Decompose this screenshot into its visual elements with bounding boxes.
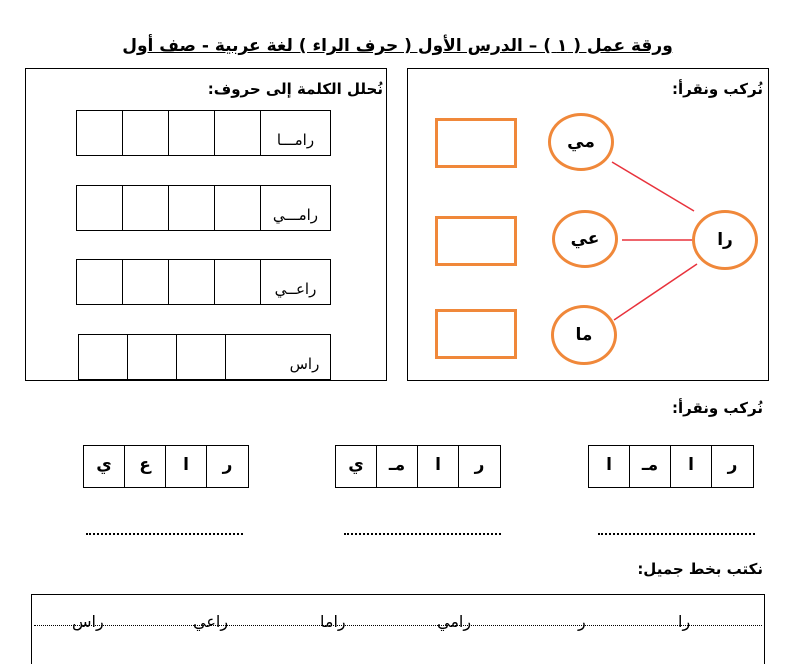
handwriting-word: رامي	[437, 612, 472, 631]
answer-box[interactable]	[435, 216, 517, 266]
answer-line[interactable]	[344, 533, 501, 535]
handwriting-word: راما	[320, 612, 346, 631]
analyze-word: راعــي	[274, 280, 317, 298]
analyze-heading: نُحلل الكلمة إلى حروف:	[207, 80, 383, 98]
handwriting-box	[31, 594, 765, 664]
letter-cell: ي	[335, 445, 377, 488]
handwriting-word: ر	[578, 612, 586, 631]
analyze-word: رامـــي	[272, 206, 319, 224]
letter-cell: ا	[588, 445, 630, 488]
handwriting-guide-line	[34, 625, 762, 626]
letter-cell: ر	[711, 445, 754, 488]
syllable-circle: ما	[551, 305, 617, 365]
letter-cell: مـ	[376, 445, 418, 488]
answer-line[interactable]	[598, 533, 755, 535]
letter-cell: ا	[670, 445, 712, 488]
syllable-circle: عي	[552, 210, 618, 268]
handwriting-heading: نكتب بخط جميل:	[637, 560, 763, 578]
handwriting-word: راعي	[193, 612, 229, 631]
handwriting-word: راس	[72, 612, 104, 631]
connector-line	[612, 162, 694, 211]
connector-line	[614, 264, 697, 320]
analyze-word: رامـــا	[276, 131, 315, 149]
compose-letters-heading: نُركب ونقرأ:	[671, 399, 763, 417]
page-title: ورقة عمل ( ١ ) – الدرس الأول ( حرف الراء ) لغة عربية - صف أول	[122, 36, 673, 56]
answer-line[interactable]	[86, 533, 243, 535]
answer-box[interactable]	[435, 118, 517, 168]
letter-cell: ي	[83, 445, 125, 488]
center-syllable-circle: را	[692, 210, 758, 270]
analyze-word: راس	[289, 355, 320, 373]
letter-cell: مـ	[629, 445, 671, 488]
letter-cell: ر	[458, 445, 501, 488]
letter-cell: ع	[124, 445, 166, 488]
syllable-circle: مي	[548, 113, 614, 171]
answer-box[interactable]	[435, 309, 517, 359]
letter-cell: ا	[165, 445, 207, 488]
compose-heading: نُركب ونقرأ:	[671, 80, 763, 98]
handwriting-word: را	[678, 612, 691, 631]
letter-cell: ا	[417, 445, 459, 488]
letter-cell: ر	[206, 445, 249, 488]
